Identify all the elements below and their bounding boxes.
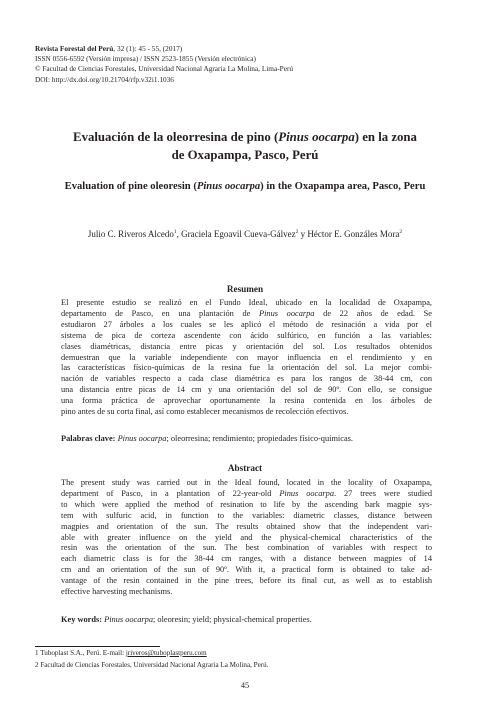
title-es-text-end: ) en la zona: [354, 130, 417, 144]
abstract-body: [61, 478, 432, 598]
journal-citation: [35, 44, 293, 54]
resumen-line: clases diamétricas, distancia entre picas y orientación del sol. Los resultados obtenidos: [61, 341, 432, 351]
footnote-1: [35, 649, 207, 658]
copyright-line: © Facultad de Ciencias Forestales, Universidad Nacional Agraria La Molina, Lima-Perú: [35, 64, 294, 74]
author-2: Graciela Egoavil Cueva-Gálvez: [181, 229, 296, 239]
resumen-line: una distancia entre picas de 14 cm y una orientación del sol de 90º. Con ello, se consigue: [61, 385, 432, 395]
author-list: [20, 228, 470, 240]
abstract-line: effective harvesting mechanisms.: [61, 587, 173, 597]
title-es-text: Evaluación de la oleorresina de pino (: [73, 130, 279, 144]
abstract-line: vantage of the resin contained in the pine trees, before its final cut, as well as to establish: [61, 576, 432, 586]
author-separator: ,: [176, 229, 182, 239]
resumen-line: El presente estudio se realizó en el Fundo Ideal, ubicado en la localidad de Oxapampa,: [61, 298, 432, 307]
footnote-1-text: 1 Tuboplast S.A., Perú. E-mail:: [35, 649, 126, 657]
resumen-species: Pinus oocarpa: [259, 308, 315, 318]
resumen-line: una forma práctica de aprovechar oportunamente la resina contenida en los árboles de: [61, 396, 432, 406]
resumen-line: pino antes de su corta final, así como establecer mecanismos de recolección efectivos.: [61, 407, 349, 417]
key-words-label: Key words:: [61, 615, 103, 624]
doi-link[interactable]: DOI: http://dx.doi.org/10.21704/rfp.v32i1.1036: [35, 74, 174, 84]
abstract-line: to which were applied the method of resination to life by the ascending bark magpie sys-: [61, 499, 432, 509]
author-1-affiliation: 1: [173, 229, 177, 235]
abstract-species: Pinus oocarpa: [279, 488, 335, 498]
title-spanish-line1: [40, 129, 450, 147]
footnote-divider: [35, 646, 160, 647]
abstract-text: . 27 trees were studied: [334, 488, 433, 498]
author-3: Héctor E. Gonzáles Mora: [307, 229, 400, 239]
resumen-text: de 22 años de edad. Se: [314, 308, 433, 318]
palabras-clave: [61, 433, 432, 444]
abstract-line: able with greater influence on the yield and the physical-chemical characteristics of the: [61, 532, 432, 542]
author-separator: y: [298, 229, 308, 239]
journal-header: [35, 44, 293, 85]
key-words: [61, 614, 432, 625]
title-en-text: Evaluation of pine oleoresin (: [64, 181, 197, 192]
title-en-species: Pinus oocarpa: [196, 181, 261, 192]
palabras-clave-label: Palabras clave:: [61, 434, 116, 443]
resumen-line: sistema de pica de corteza ascendente con ácido sulfúrico, en función a las variables:: [61, 330, 432, 340]
journal-name: Revista Forestal del Perú: [35, 44, 114, 53]
key-words-species: Pinus oocarpa: [104, 615, 154, 624]
title-spanish-line2: de Oxapampa, Pasco, Perú: [171, 147, 319, 162]
resumen-line: nación de variables respecto a cada clase diamétrica es para los rangos de 38-44 cm, con: [61, 374, 432, 384]
journal-volume: , 32 (1): 45 - 55, (2017): [113, 44, 183, 53]
footnote-1-email-link[interactable]: jriveros@tuboplastperu.com: [125, 649, 207, 657]
palabras-clave-terms: ; oleorresina; rendimiento; propiedades físico-químicas.: [166, 434, 353, 443]
title-spanish: [40, 129, 450, 164]
abstract-line: The present study was carried out in the Ideal found, located in the locality of Oxapampa,: [61, 478, 432, 487]
resumen-line: las características físico-químicas de la resina fue la orientación del sol. La mejor combi-: [61, 363, 432, 373]
abstract-line: magpies and orientation of the sun. The results obtained show that the independent vari-: [61, 521, 432, 531]
resumen-line: [61, 309, 432, 320]
abstract-heading: Abstract: [227, 463, 263, 473]
abstract-line: tem with sulfuric acid, in function to the variables: diametric classes, distance between: [61, 510, 432, 520]
abstract-line: resin was the orientation of the sun. The best combination of variables with respect to: [61, 543, 432, 553]
title-es-species: Pinus oocarpa: [278, 130, 355, 144]
issn-line: ISSN 0556-6592 (Versión impresa) / ISSN 2523-1855 (Versión electrónica): [35, 54, 256, 64]
resumen-line: demuestran que la variable independiente con mayor influencia en el rendimiento y en: [61, 352, 432, 362]
title-en-text-end: ) in the Oxapampa area, Pasco, Peru: [260, 181, 426, 192]
page-number: 45: [240, 681, 250, 690]
abstract-line: each diametric class is for the 38-44 cm ranges, with a distance between magpies of 14: [61, 554, 432, 564]
resumen-text: departamento de Pasco, en una plantación de: [61, 308, 259, 318]
key-words-terms: ; oleoresin; yield; physical-chemical properties.: [153, 615, 312, 624]
author-1: Julio C. Riveros Alcedo: [87, 229, 174, 239]
abstract-line: [61, 489, 432, 500]
title-english: [30, 180, 460, 194]
abstract-text: department of Pasco, in a plantation of 22-year-old: [61, 488, 280, 498]
author-2-affiliation: 2: [295, 229, 299, 235]
resumen-line: estudiaron 27 árboles a los cuales se les aplicó el método de resinación a vida por el: [61, 319, 432, 329]
author-3-affiliation: 2: [399, 229, 403, 235]
resumen-body: [61, 298, 432, 418]
abstract-line: cm and an orientation of the sun of 90º. With it, a practical form is obtained to take ad-: [61, 565, 432, 575]
footnote-2: 2 Facultad de Ciencias Forestales, Universidad Nacional Agraria La Molina, Perú.: [35, 661, 269, 669]
resumen-heading: Resumen: [226, 284, 264, 294]
palabras-clave-species: Pinus oocarpa: [117, 434, 167, 443]
